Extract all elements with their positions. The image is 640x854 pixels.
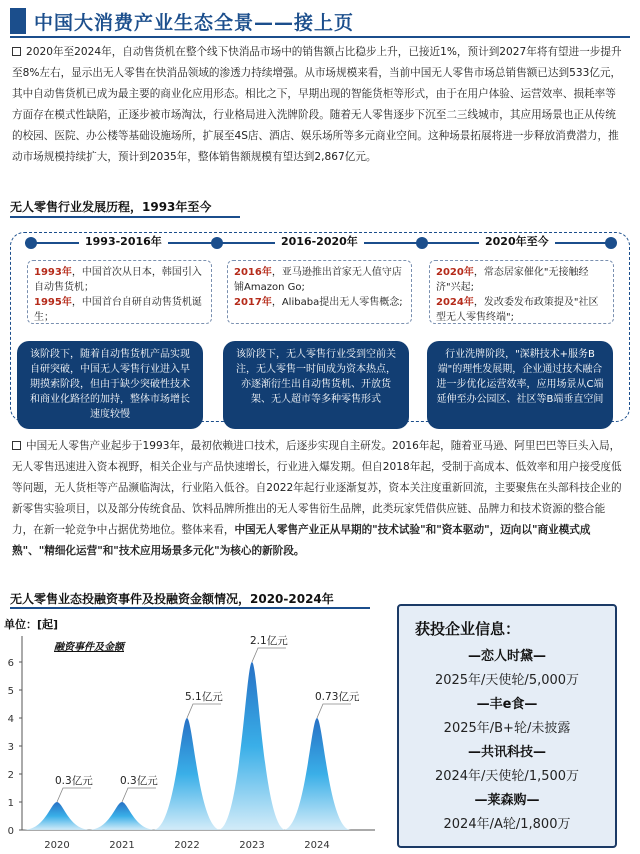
checkbox-bullet-icon xyxy=(12,47,21,56)
peak-area xyxy=(88,802,156,830)
event-item: 2017年，Alibaba提出无人零售概念; xyxy=(234,297,403,308)
phase-description: 行业洗牌阶段，"深耕技术+服务B端"的理性发展期，企业通过技术融合进一步优化运营效率，应用场景从C端延伸至办公园区、社区等B端垂直空间 xyxy=(427,341,613,429)
page-title: 中国大消费产业生态全景——接上页 xyxy=(34,11,355,34)
section-underline xyxy=(10,216,240,218)
funding-round: 2025年/B+轮/未披露 xyxy=(443,721,571,736)
peak-area xyxy=(283,718,351,830)
funding-round: 2024年/天使轮/1,500万 xyxy=(434,769,580,784)
x-tick-label: 2022 xyxy=(174,840,200,851)
company-name: —恋人时黛— xyxy=(467,649,546,664)
intro-text: 2020年至2024年，自动售货机在整个线下快消品市场中的销售额占比稳步上升，已接近1%，预计到2027年将有望进一步提升至8%左右，显示出无人零售在快消品领域的渗透力持续增强。从市场规模来看，当前中国无人零售市场总销售额已达到533亿元，其中自动售货机已成为最主要的商业化应用形态。相比之下，早期出现的智能货柜等形式，由于在用户体验、运营效率、损耗率等方面存在模式性缺陷，正逐步被市场淘汰，行业格局进入洗牌阶段。随着无人零售逐步下沉至二三线城市，其应用场景也正从传统的校园、医院、办公楼等基础设施场所，扩展至4S店、酒店、娱乐场所等多元商业空间。这种场景拓展将进一步释放消费潜力，推动市场规模持续扩大，预计到2035年，整体销售额规模有望达到2,867亿元。 xyxy=(12,46,622,163)
funding-round: 2024年/A轮/1,800万 xyxy=(443,817,571,832)
timeline-dot xyxy=(605,237,617,249)
phase-description: 该阶段下，无人零售行业受到空前关注，无人零售一时间成为资本热点，亦逐渐衍生出自动售货机、开放货架、无人超市等多种零售形式 xyxy=(223,341,409,429)
leader-line xyxy=(187,704,221,718)
investors-heading: 获投企业信息： xyxy=(415,620,521,638)
period-label: 2020年至今 xyxy=(479,233,555,249)
checkbox-bullet-icon xyxy=(12,441,21,450)
peak-area xyxy=(153,718,221,830)
leader-line xyxy=(122,788,156,802)
history-conclusion: 中国无人零售产业正从早期的"技术试验"和"资本驱动"，迈向以"商业模式成熟"、"精细化运营"和"技术应用场景多元化"为核心的新阶段。 xyxy=(12,524,591,557)
x-tick-label: 2024 xyxy=(304,840,330,851)
legend-label: 融资事件及金额 xyxy=(54,642,124,653)
leader-line xyxy=(317,704,351,718)
event-item: 2024年，发改委发布政策提及"社区型无人零售终端"; xyxy=(436,297,599,323)
peak-area xyxy=(23,802,91,830)
funding-round: 2025年/天使轮/5,000万 xyxy=(434,673,580,688)
data-label: 5.1亿元 xyxy=(185,691,223,703)
history-paragraph xyxy=(12,436,626,562)
company-name: —丰e食— xyxy=(476,697,538,712)
period-label: 2016-2020年 xyxy=(275,233,364,249)
x-tick-label: 2020 xyxy=(44,840,70,851)
intro-paragraph xyxy=(12,42,626,168)
y-axis-label: 单位：[起] xyxy=(4,618,59,631)
event-item: 1993年，中国首次从日本，韩国引入自动售货机； xyxy=(34,267,202,293)
phase-description: 该阶段下，随着自动售货机产品实现自研突破，中国无人零售行业进入早期摸索阶段，但由于缺少突破性技术和商业化路径的加持，整体市场增长速度较慢 xyxy=(17,341,203,429)
x-tick-label: 2021 xyxy=(109,840,135,851)
development-timeline xyxy=(10,232,630,422)
data-label: 2.1亿元 xyxy=(250,635,288,647)
leader-line xyxy=(252,648,286,662)
event-box xyxy=(429,260,614,324)
y-tick-label: 0 xyxy=(7,826,14,837)
y-tick-label: 4 xyxy=(7,714,14,725)
header-accent-bar xyxy=(10,8,26,34)
y-tick-label: 1 xyxy=(7,798,14,809)
company-name: —莱森购— xyxy=(474,793,540,808)
event-item: 2020年，常态居家催化"无接触经济"兴起; xyxy=(436,267,589,293)
data-label: 0.3亿元 xyxy=(55,775,93,787)
leader-line xyxy=(57,788,91,802)
event-box xyxy=(27,260,212,324)
y-tick-label: 6 xyxy=(7,658,14,669)
data-label: 0.73亿元 xyxy=(315,691,360,703)
event-item: 1995年，中国首台自研自动售货机诞生； xyxy=(34,297,202,323)
x-tick-label: 2023 xyxy=(239,840,265,851)
y-tick-label: 5 xyxy=(7,686,14,697)
data-label: 0.3亿元 xyxy=(120,775,158,787)
peak-area xyxy=(218,662,286,830)
timeline-dot xyxy=(25,237,37,249)
y-tick-label: 3 xyxy=(7,742,14,753)
investors-panel xyxy=(397,604,617,848)
y-tick-label: 2 xyxy=(7,770,14,781)
page-header xyxy=(10,6,630,38)
history-text: 中国无人零售产业起步于1993年，最初依赖进口技术，后逐步实现自主研发。2016年起，随着亚马逊、阿里巴巴等巨头入局，无人零售迅速进入资本视野，相关企业与产品快速增长，行业进入爆发期。但自2018年起，受制于高成本、低效率和用户接受度低等问题，无人货柜等产品濒临淘汰，行业陷入低谷。自2022年起行业逐渐复苏，资本关注度重新回流，主要聚焦在头部科技企业的新零售实验项目，以及部分传统食品、饮料品牌所推出的无人零售衍生品牌，此类玩家凭借供应链、品牌力和技术资源的整合能力，在新一轮竞争中占据优势地位。整体来看， xyxy=(12,440,622,536)
period-label: 1993-2016年 xyxy=(79,233,168,249)
timeline-section-title: 无人零售行业发展历程，1993年至今 xyxy=(10,200,212,214)
timeline-dot xyxy=(211,237,223,249)
event-item: 2016年，亚马逊推出首家无人值守店铺Amazon Go; xyxy=(234,267,402,293)
funding-chart xyxy=(0,600,380,854)
chart-section-title: 无人零售业态投融资事件及投融资金额情况，2020-2024年 xyxy=(10,592,334,606)
company-name: —共讯科技— xyxy=(467,745,546,760)
event-box xyxy=(227,260,412,324)
timeline-dot xyxy=(416,237,428,249)
